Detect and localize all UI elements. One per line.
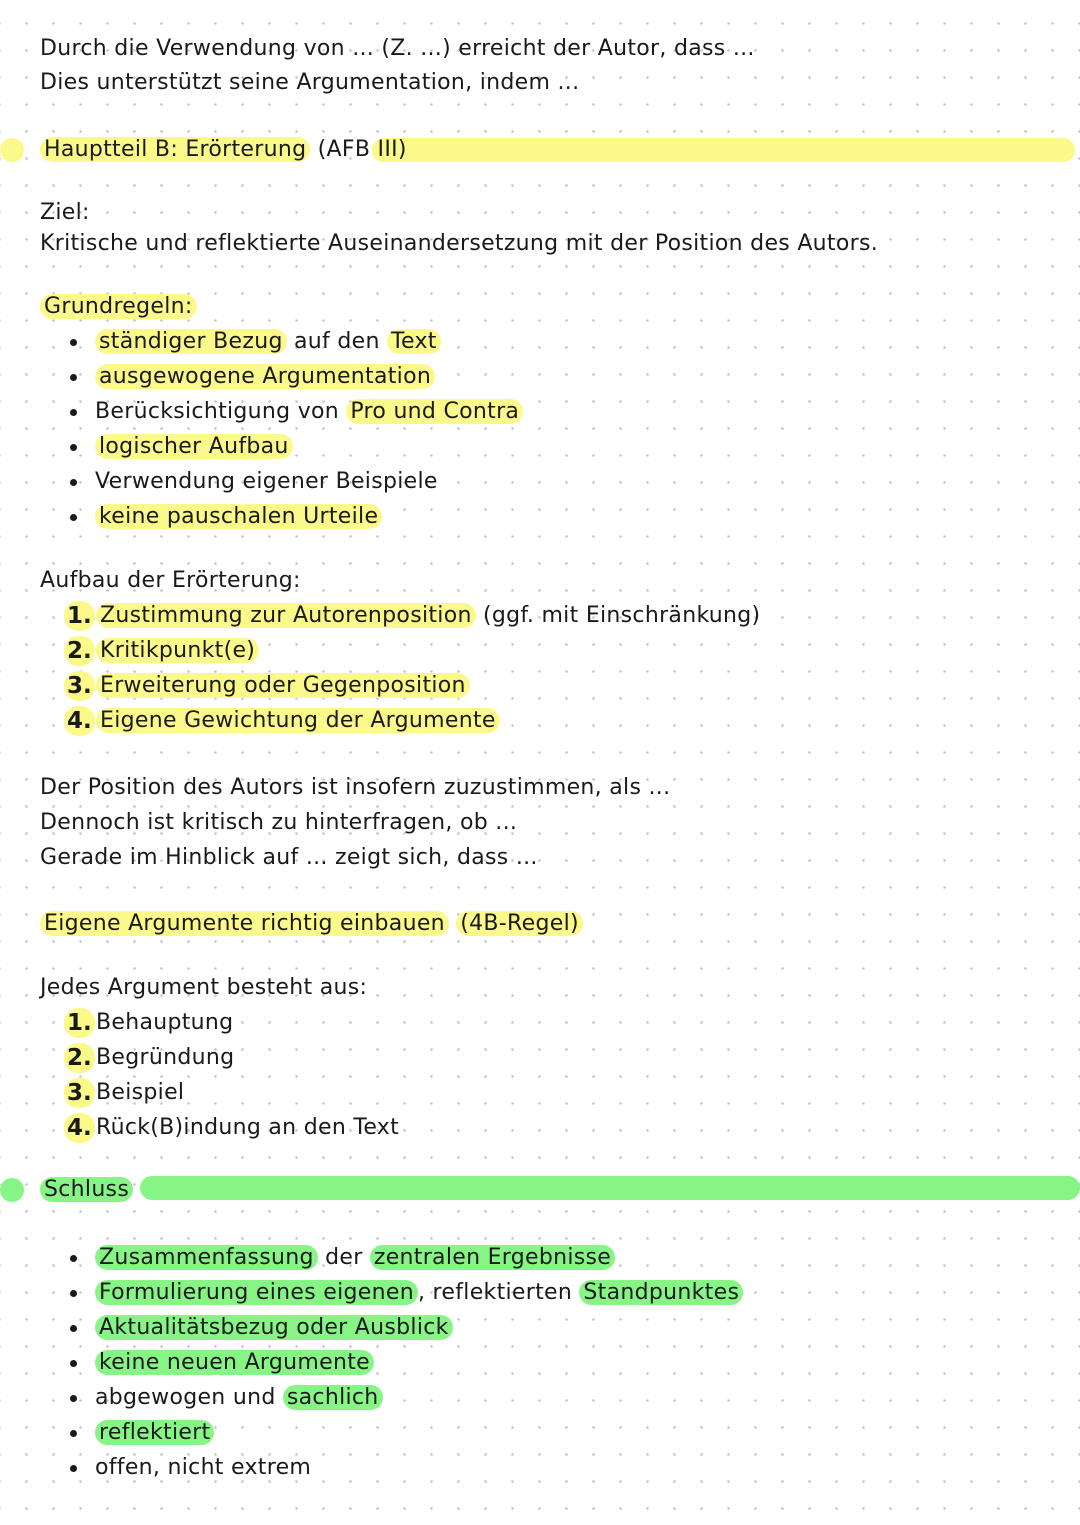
schluss-item-text: abgewogen und (95, 1385, 283, 1410)
grundregel-item (95, 327, 441, 357)
grundregel-item-highlight: logischer Aufbau (95, 434, 293, 459)
aufbau-item-highlight: Zustimmung zur Autorenposition (96, 603, 476, 628)
bullet-icon (70, 1290, 77, 1297)
bullet-icon (70, 1360, 77, 1367)
grundregel-item-text: auf den (286, 329, 388, 354)
heading-marker-left (0, 138, 24, 162)
grundregel-item-highlight: Pro und Contra (346, 399, 523, 424)
bullet-icon (70, 444, 77, 451)
schluss-item (95, 1243, 615, 1273)
grundregel-item (95, 502, 382, 532)
schluss-item-text: offen, nicht extrem (95, 1455, 312, 1480)
ziel-label: Ziel: (40, 200, 90, 225)
aufbau-item-highlight: Kritikpunkt(e) (96, 638, 259, 663)
schluss-item-highlight: Aktualitätsbezug oder Ausblick (95, 1315, 453, 1340)
aufbau-item-text: (ggf. mit Einschränkung) (475, 603, 761, 628)
schluss-heading: Schluss (40, 1175, 133, 1205)
grundregel-item (95, 362, 435, 392)
grundregel-item (95, 397, 523, 427)
intro-line-2: Dies unterstützt seine Argumentation, indem ... (40, 70, 580, 95)
schluss-item (95, 1278, 743, 1308)
heading-marker-bar (372, 138, 1075, 162)
schluss-item (95, 1453, 311, 1483)
schluss-item-highlight: reflektiert (95, 1420, 214, 1445)
phrase-3: Gerade im Hinblick auf ... zeigt sich, dass ... (40, 845, 538, 870)
schluss-item (95, 1313, 453, 1343)
grundregel-item-text: Verwendung eigener Beispiele (95, 469, 438, 494)
schluss-item-text: , reflektierten (417, 1280, 580, 1305)
aufbau-item-highlight: Erweiterung oder Gegenposition (96, 673, 470, 698)
b-rule-item-text: Beispiel (96, 1080, 185, 1105)
b-rule-item-text: Behauptung (96, 1010, 234, 1035)
bullet-icon (70, 339, 77, 346)
b-rule-item-text: Rück(B)indung an den Text (96, 1115, 400, 1140)
b-rule-item-text: Begründung (96, 1045, 235, 1070)
aufbau-number: 3. (64, 671, 95, 701)
b-rule-item (96, 1008, 233, 1038)
eigene-heading: Eigene Argumente richtig einbauen (4B-Regel) (40, 909, 583, 939)
bullet-icon (70, 1430, 77, 1437)
grundregel-item (95, 432, 293, 462)
b-rule-number: 4. (64, 1113, 95, 1143)
aufbau-number: 2. (64, 636, 95, 666)
schluss-item-highlight: zentralen Ergebnisse (370, 1245, 615, 1270)
schluss-marker-bar (140, 1176, 1080, 1200)
schluss-item (95, 1383, 383, 1413)
grundregeln-label: Grundregeln: (40, 292, 197, 322)
schluss-item (95, 1348, 374, 1378)
bullet-icon (70, 1255, 77, 1262)
grundregel-item-highlight: keine pauschalen Urteile (95, 504, 382, 529)
bullet-icon (70, 1465, 77, 1472)
aufbau-item (96, 636, 259, 666)
section-b-heading-text: Hauptteil B: Erörterung (40, 137, 310, 162)
b-rule-item (96, 1113, 399, 1143)
phrase-1: Der Position des Autors ist insofern zuzustimmen, als ... (40, 775, 671, 800)
bullet-icon (70, 1325, 77, 1332)
phrase-2: Dennoch ist kritisch zu hinterfragen, ob ... (40, 810, 518, 835)
intro-line-1: Durch die Verwendung von ... (Z. ...) erreicht der Autor, dass ... (40, 36, 755, 61)
aufbau-number: 4. (64, 706, 95, 736)
aufbau-item (96, 601, 760, 631)
bullet-icon (70, 1395, 77, 1402)
bullet-icon (70, 409, 77, 416)
b-rule-number: 2. (64, 1043, 95, 1073)
schluss-item-text: der (317, 1245, 370, 1270)
b-rule-item (96, 1043, 234, 1073)
aufbau-label: Aufbau der Erörterung: (40, 568, 301, 593)
bullet-icon (70, 514, 77, 521)
schluss-item-highlight: Standpunktes (579, 1280, 743, 1305)
grundregel-item-highlight: ständiger Bezug (95, 329, 287, 354)
schluss-item-highlight: sachlich (283, 1385, 383, 1410)
aufbau-item (96, 671, 470, 701)
b-rule-number: 3. (64, 1078, 95, 1108)
schluss-item-highlight: Formulierung eines eigenen (95, 1280, 418, 1305)
ziel-text: Kritische und reflektierte Auseinandersetzung mit der Position des Autors. (40, 231, 879, 256)
aufbau-number: 1. (64, 601, 95, 631)
aufbau-item (96, 706, 500, 736)
section-b-heading-suffix: (AFB III) (317, 137, 407, 162)
grundregel-item-highlight: Text (387, 329, 441, 354)
aufbau-item-highlight: Eigene Gewichtung der Argumente (96, 708, 500, 733)
grundregel-item-text: Berücksichtigung von (95, 399, 347, 424)
schluss-item-highlight: Zusammenfassung (95, 1245, 318, 1270)
b-rule-number: 1. (64, 1008, 95, 1038)
section-b-heading (40, 135, 407, 165)
schluss-item (95, 1418, 214, 1448)
grundregel-item (95, 467, 438, 497)
schluss-marker-left (0, 1178, 24, 1202)
bullet-icon (70, 479, 77, 486)
b-rule-item (96, 1078, 184, 1108)
schluss-item-highlight: keine neuen Argumente (95, 1350, 374, 1375)
jedes-label: Jedes Argument besteht aus: (40, 975, 368, 1000)
grundregel-item-highlight: ausgewogene Argumentation (95, 364, 435, 389)
bullet-icon (70, 374, 77, 381)
